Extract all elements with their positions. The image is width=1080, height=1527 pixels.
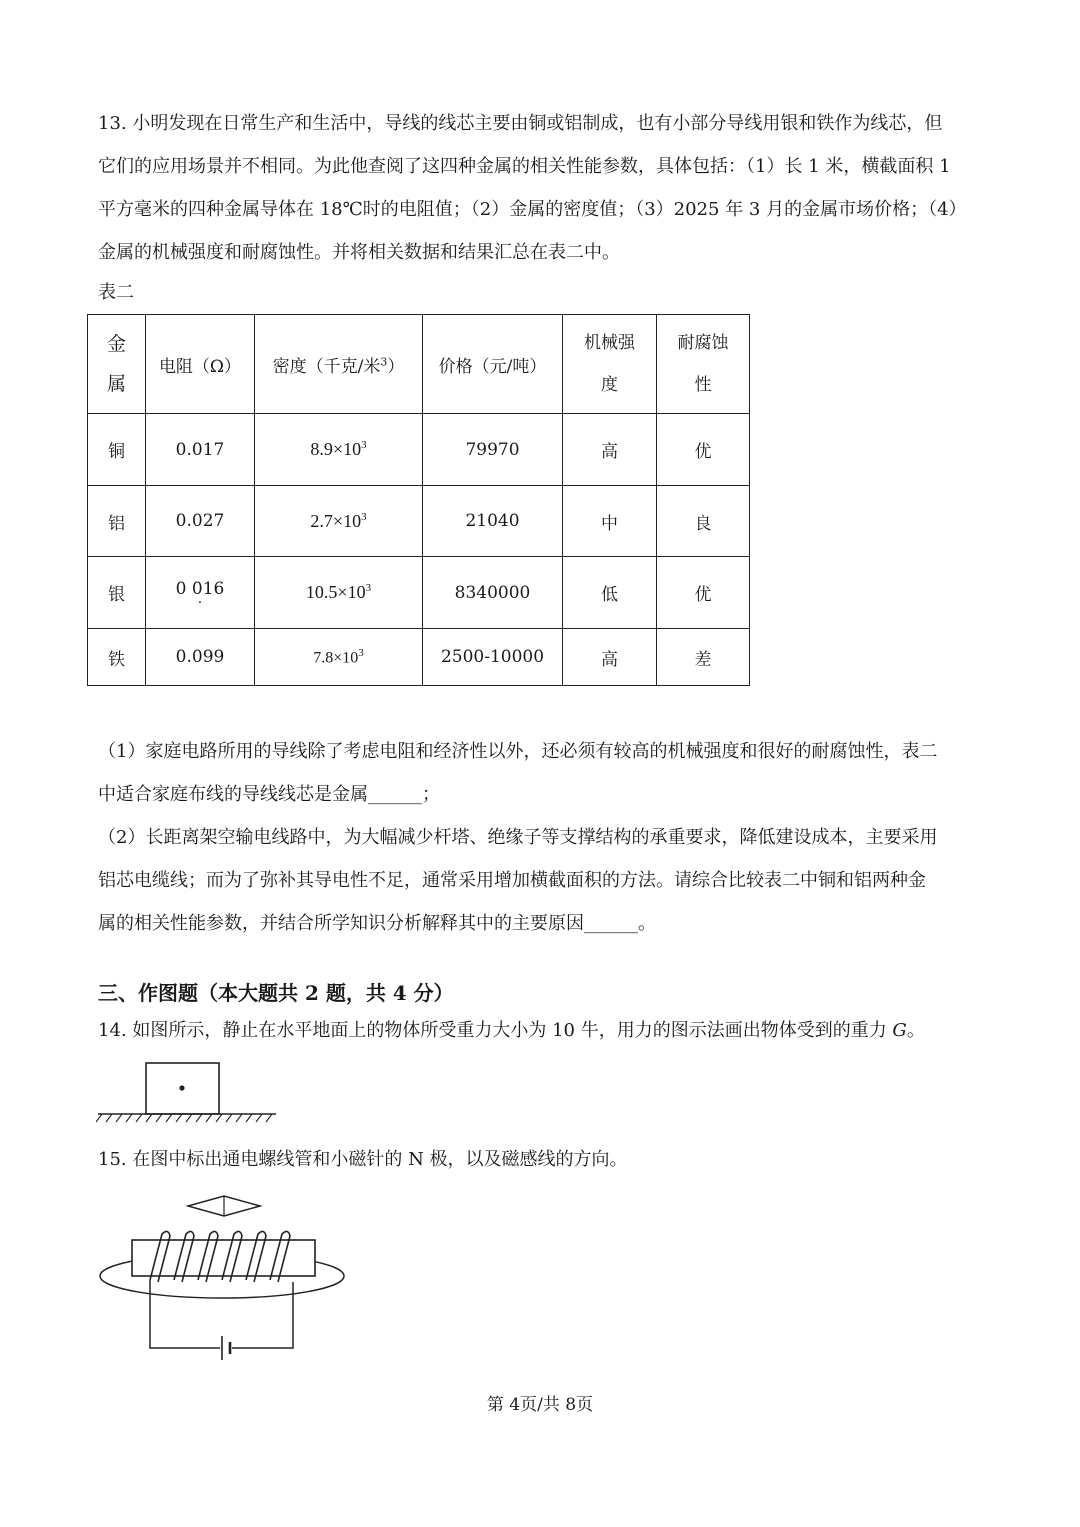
cell-price: 79970 [423, 414, 563, 486]
q13-line: 13. 小明发现在日常生产和生活中，导线的线芯主要由铜或铝制成，也有小部分导线用银和铁作为线芯，但 [98, 113, 943, 134]
section-title: 三、作图题（本大题共 2 题，共 4 分） [98, 981, 454, 1005]
cell-strength: 低 [563, 557, 657, 629]
cell-metal: 铜 [88, 414, 146, 486]
center-of-mass-dot [179, 1085, 184, 1090]
q13-stem [98, 102, 988, 274]
subq-line: 铝芯电缆线；而为了弥补其导电性不足，通常采用增加横截面积的方法。请综合比较表二中铜和铝两种金 [98, 870, 926, 891]
cell-price: 21040 [423, 486, 563, 557]
header-density: 密度（千克/米$^3$） [255, 315, 423, 414]
cell-resistance: 0 016 · [146, 557, 255, 629]
cell-strength: 高 [563, 629, 657, 686]
circuit-wire-right [232, 1282, 293, 1348]
cell-strength: 高 [563, 414, 657, 486]
table-row [88, 557, 750, 629]
table-row [88, 629, 750, 686]
q13-line: 平方毫米的四种金属导体在 18℃时的电阻值；（2）金属的密度值；（3）2025 年 3 月的金属市场价格；（4） [98, 199, 967, 220]
cell-metal: 银 [88, 557, 146, 629]
cell-metal: 铝 [88, 486, 146, 557]
q14-text: 14. 如图所示，静止在水平地面上的物体所受重力大小为 10 牛，用力的图示法画出物体受到的重力 G。 [98, 1020, 925, 1041]
metal-properties-table [87, 314, 750, 686]
cell-corrosion: 良 [657, 486, 750, 557]
cell-resistance: 0.027 [146, 486, 255, 557]
cell-density: $2.7\times 10^3$ [255, 486, 423, 557]
cell-resistance: 0.017 [146, 414, 255, 486]
block-on-ground-figure [96, 1060, 286, 1130]
ground-hatching [96, 1114, 272, 1122]
subq-line: （2）长距离架空输电线路中，为大幅减少杆塔、绝缘子等支撑结构的承重要求，降低建设成本，主要采用 [98, 827, 938, 848]
header-corrosion: 耐腐蚀 性 [657, 315, 750, 414]
cell-corrosion: 优 [657, 414, 750, 486]
table-row [88, 486, 750, 557]
cell-density: $7.8\times 10^3$ [255, 629, 423, 686]
q15-text: 15. 在图中标出通电螺线管和小磁针的 N 极，以及磁感线的方向。 [98, 1149, 628, 1170]
q13-line: 它们的应用场景并不相同。为此他查阅了这四种金属的相关性能参数，具体包括：（1）长 1 米，横截面积 1 [98, 156, 951, 177]
cell-density: $8.9\times 10^3$ [255, 414, 423, 486]
table-row [88, 414, 750, 486]
cell-resistance: 0.099 [146, 629, 255, 686]
header-resistance: 电阻（Ω） [146, 315, 255, 414]
circuit-wire-left [150, 1280, 220, 1348]
solenoid-figure [96, 1190, 356, 1370]
table-caption: 表二 [98, 282, 134, 303]
header-price: 价格（元/吨） [423, 315, 563, 414]
table-header-row [88, 315, 750, 414]
cell-corrosion: 差 [657, 629, 750, 686]
cell-corrosion: 优 [657, 557, 750, 629]
cell-price: 8340000 [423, 557, 563, 629]
header-strength: 机械强 度 [563, 315, 657, 414]
stray-dot-mark: · [197, 594, 203, 611]
page-footer: 第 4页/共 8页 [486, 1395, 594, 1415]
q13-subquestions [98, 730, 988, 945]
subq-line: 中适合家庭布线的导线线芯是金属______； [98, 784, 440, 805]
header-metal: 金 属 [88, 315, 146, 414]
cell-density: $10.5\times 10^3$ [255, 557, 423, 629]
cell-metal: 铁 [88, 629, 146, 686]
cell-price: 2500-10000 [423, 629, 563, 686]
subq-line: （1）家庭电路所用的导线除了考虑电阻和经济性以外，还必须有较高的机械强度和很好的耐腐蚀性，表二 [98, 741, 938, 762]
subq-line: 属的相关性能参数，并结合所学知识分析解释其中的主要原因______。 [98, 913, 656, 934]
q13-line: 金属的机械强度和耐腐蚀性。并将相关数据和结果汇总在表二中。 [98, 242, 620, 263]
cell-strength: 中 [563, 486, 657, 557]
